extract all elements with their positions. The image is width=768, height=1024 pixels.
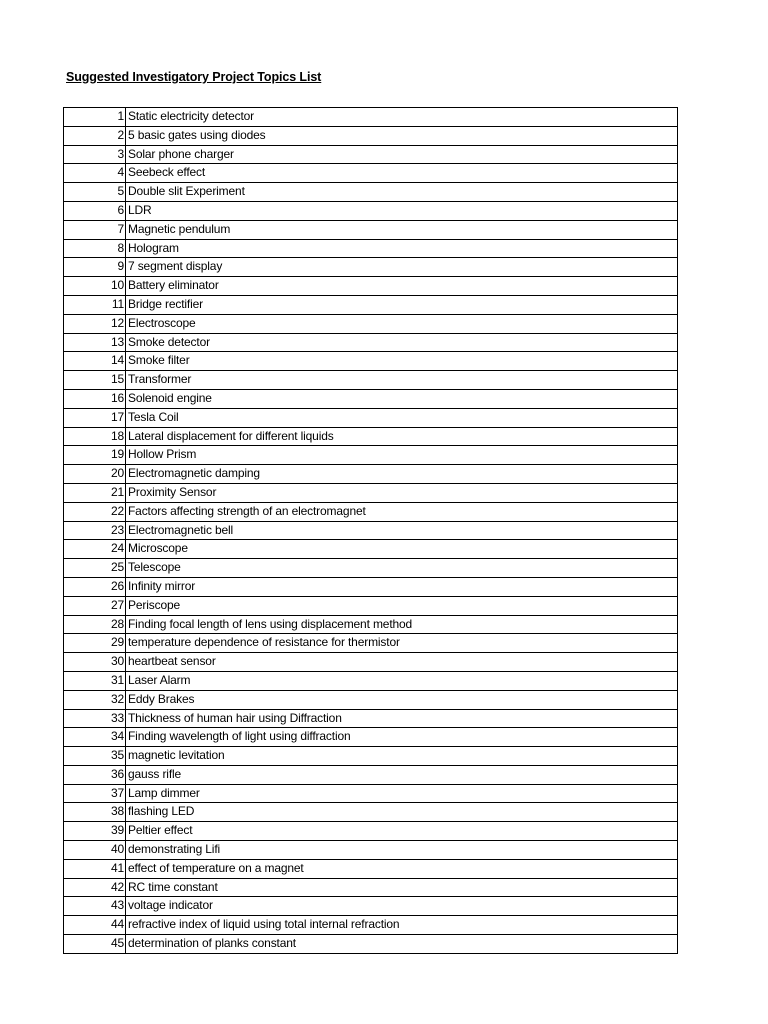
topic-number-cell: 7 xyxy=(64,220,126,239)
topic-number-cell: 22 xyxy=(64,502,126,521)
topic-number-cell: 18 xyxy=(64,427,126,446)
topic-name-cell: magnetic levitation xyxy=(126,747,678,766)
topic-number-cell: 15 xyxy=(64,371,126,390)
table-row xyxy=(64,465,678,484)
topic-name-cell: LDR xyxy=(126,201,678,220)
table-row xyxy=(64,540,678,559)
table-row xyxy=(64,408,678,427)
table-row xyxy=(64,446,678,465)
table-row xyxy=(64,164,678,183)
table-row xyxy=(64,709,678,728)
table-row xyxy=(64,333,678,352)
topic-number-cell: 3 xyxy=(64,145,126,164)
table-row xyxy=(64,653,678,672)
topic-name-cell: determination of planks constant xyxy=(126,935,678,954)
table-row xyxy=(64,859,678,878)
table-row xyxy=(64,690,678,709)
topic-name-cell: RC time constant xyxy=(126,878,678,897)
topic-name-cell: Eddy Brakes xyxy=(126,690,678,709)
table-row xyxy=(64,389,678,408)
topic-name-cell: temperature dependence of resistance for thermistor xyxy=(126,634,678,653)
table-row xyxy=(64,277,678,296)
topic-name-cell: Double slit Experiment xyxy=(126,183,678,202)
topic-number-cell: 13 xyxy=(64,333,126,352)
table-row xyxy=(64,747,678,766)
table-row xyxy=(64,502,678,521)
topic-number-cell: 43 xyxy=(64,897,126,916)
topic-name-cell: Telescope xyxy=(126,559,678,578)
topic-number-cell: 1 xyxy=(64,108,126,127)
topic-name-cell: Lateral displacement for different liquids xyxy=(126,427,678,446)
topic-name-cell: Battery eliminator xyxy=(126,277,678,296)
topic-name-cell: Lamp dimmer xyxy=(126,784,678,803)
topic-number-cell: 42 xyxy=(64,878,126,897)
topic-number-cell: 29 xyxy=(64,634,126,653)
table-row xyxy=(64,916,678,935)
topic-number-cell: 25 xyxy=(64,559,126,578)
topic-number-cell: 14 xyxy=(64,352,126,371)
topic-number-cell: 12 xyxy=(64,314,126,333)
topic-name-cell: Thickness of human hair using Diffraction xyxy=(126,709,678,728)
topic-number-cell: 45 xyxy=(64,935,126,954)
topic-number-cell: 39 xyxy=(64,822,126,841)
table-row xyxy=(64,897,678,916)
topic-name-cell: 7 segment display xyxy=(126,258,678,277)
topic-name-cell: Solenoid engine xyxy=(126,389,678,408)
topic-number-cell: 20 xyxy=(64,465,126,484)
topic-name-cell: Factors affecting strength of an electromagnet xyxy=(126,502,678,521)
topic-name-cell: Proximity Sensor xyxy=(126,483,678,502)
topic-number-cell: 37 xyxy=(64,784,126,803)
table-row xyxy=(64,822,678,841)
table-row xyxy=(64,841,678,860)
topic-number-cell: 32 xyxy=(64,690,126,709)
table-row xyxy=(64,521,678,540)
topic-name-cell: Finding focal length of lens using displacement method xyxy=(126,615,678,634)
topic-name-cell: heartbeat sensor xyxy=(126,653,678,672)
topic-name-cell: Periscope xyxy=(126,596,678,615)
table-row xyxy=(64,577,678,596)
table-row xyxy=(64,878,678,897)
topic-name-cell: flashing LED xyxy=(126,803,678,822)
table-row xyxy=(64,596,678,615)
topic-name-cell: Bridge rectifier xyxy=(126,295,678,314)
table-row xyxy=(64,239,678,258)
table-row xyxy=(64,295,678,314)
topic-number-cell: 33 xyxy=(64,709,126,728)
table-row xyxy=(64,803,678,822)
topic-name-cell: Solar phone charger xyxy=(126,145,678,164)
table-row xyxy=(64,201,678,220)
topic-name-cell: Tesla Coil xyxy=(126,408,678,427)
topic-number-cell: 4 xyxy=(64,164,126,183)
table-row xyxy=(64,314,678,333)
topic-number-cell: 34 xyxy=(64,728,126,747)
topic-number-cell: 31 xyxy=(64,671,126,690)
topic-name-cell: Magnetic pendulum xyxy=(126,220,678,239)
topic-name-cell: Hollow Prism xyxy=(126,446,678,465)
topic-name-cell: Hologram xyxy=(126,239,678,258)
table-row xyxy=(64,765,678,784)
topic-name-cell: Infinity mirror xyxy=(126,577,678,596)
topic-number-cell: 24 xyxy=(64,540,126,559)
topic-number-cell: 17 xyxy=(64,408,126,427)
topic-name-cell: Electroscope xyxy=(126,314,678,333)
topic-name-cell: Microscope xyxy=(126,540,678,559)
topic-number-cell: 35 xyxy=(64,747,126,766)
table-row xyxy=(64,634,678,653)
table-row xyxy=(64,728,678,747)
topic-name-cell: Laser Alarm xyxy=(126,671,678,690)
topic-number-cell: 28 xyxy=(64,615,126,634)
topic-number-cell: 23 xyxy=(64,521,126,540)
table-row xyxy=(64,935,678,954)
table-row xyxy=(64,483,678,502)
table-row xyxy=(64,258,678,277)
topic-name-cell: refractive index of liquid using total internal refraction xyxy=(126,916,678,935)
topic-number-cell: 26 xyxy=(64,577,126,596)
topic-number-cell: 40 xyxy=(64,841,126,860)
table-row xyxy=(64,220,678,239)
topic-number-cell: 38 xyxy=(64,803,126,822)
document-title: Suggested Investigatory Project Topics List xyxy=(66,70,322,84)
table-row xyxy=(64,427,678,446)
topic-number-cell: 5 xyxy=(64,183,126,202)
table-row xyxy=(64,352,678,371)
topic-name-cell: Electromagnetic damping xyxy=(126,465,678,484)
topic-number-cell: 19 xyxy=(64,446,126,465)
topic-name-cell: 5 basic gates using diodes xyxy=(126,126,678,145)
topic-number-cell: 21 xyxy=(64,483,126,502)
topic-name-cell: gauss rifle xyxy=(126,765,678,784)
topics-table-body xyxy=(64,108,678,954)
topic-name-cell: Electromagnetic bell xyxy=(126,521,678,540)
table-row xyxy=(64,183,678,202)
topic-name-cell: Smoke detector xyxy=(126,333,678,352)
topic-number-cell: 6 xyxy=(64,201,126,220)
topic-name-cell: Smoke filter xyxy=(126,352,678,371)
topic-number-cell: 2 xyxy=(64,126,126,145)
table-row xyxy=(64,615,678,634)
topic-number-cell: 11 xyxy=(64,295,126,314)
table-row xyxy=(64,671,678,690)
topic-name-cell: Finding wavelength of light using diffraction xyxy=(126,728,678,747)
topic-number-cell: 44 xyxy=(64,916,126,935)
table-row xyxy=(64,559,678,578)
table-row xyxy=(64,108,678,127)
topic-name-cell: Transformer xyxy=(126,371,678,390)
topic-number-cell: 10 xyxy=(64,277,126,296)
topic-name-cell: voltage indicator xyxy=(126,897,678,916)
topic-name-cell: Static electricity detector xyxy=(126,108,678,127)
topic-name-cell: Peltier effect xyxy=(126,822,678,841)
topic-number-cell: 9 xyxy=(64,258,126,277)
table-row xyxy=(64,371,678,390)
table-row xyxy=(64,145,678,164)
topics-table xyxy=(63,107,678,954)
topic-number-cell: 16 xyxy=(64,389,126,408)
topic-number-cell: 27 xyxy=(64,596,126,615)
table-row xyxy=(64,126,678,145)
topic-number-cell: 41 xyxy=(64,859,126,878)
topic-name-cell: Seebeck effect xyxy=(126,164,678,183)
topic-number-cell: 30 xyxy=(64,653,126,672)
topic-name-cell: effect of temperature on a magnet xyxy=(126,859,678,878)
topic-name-cell: demonstrating Lifi xyxy=(126,841,678,860)
table-row xyxy=(64,784,678,803)
topic-number-cell: 8 xyxy=(64,239,126,258)
topic-number-cell: 36 xyxy=(64,765,126,784)
